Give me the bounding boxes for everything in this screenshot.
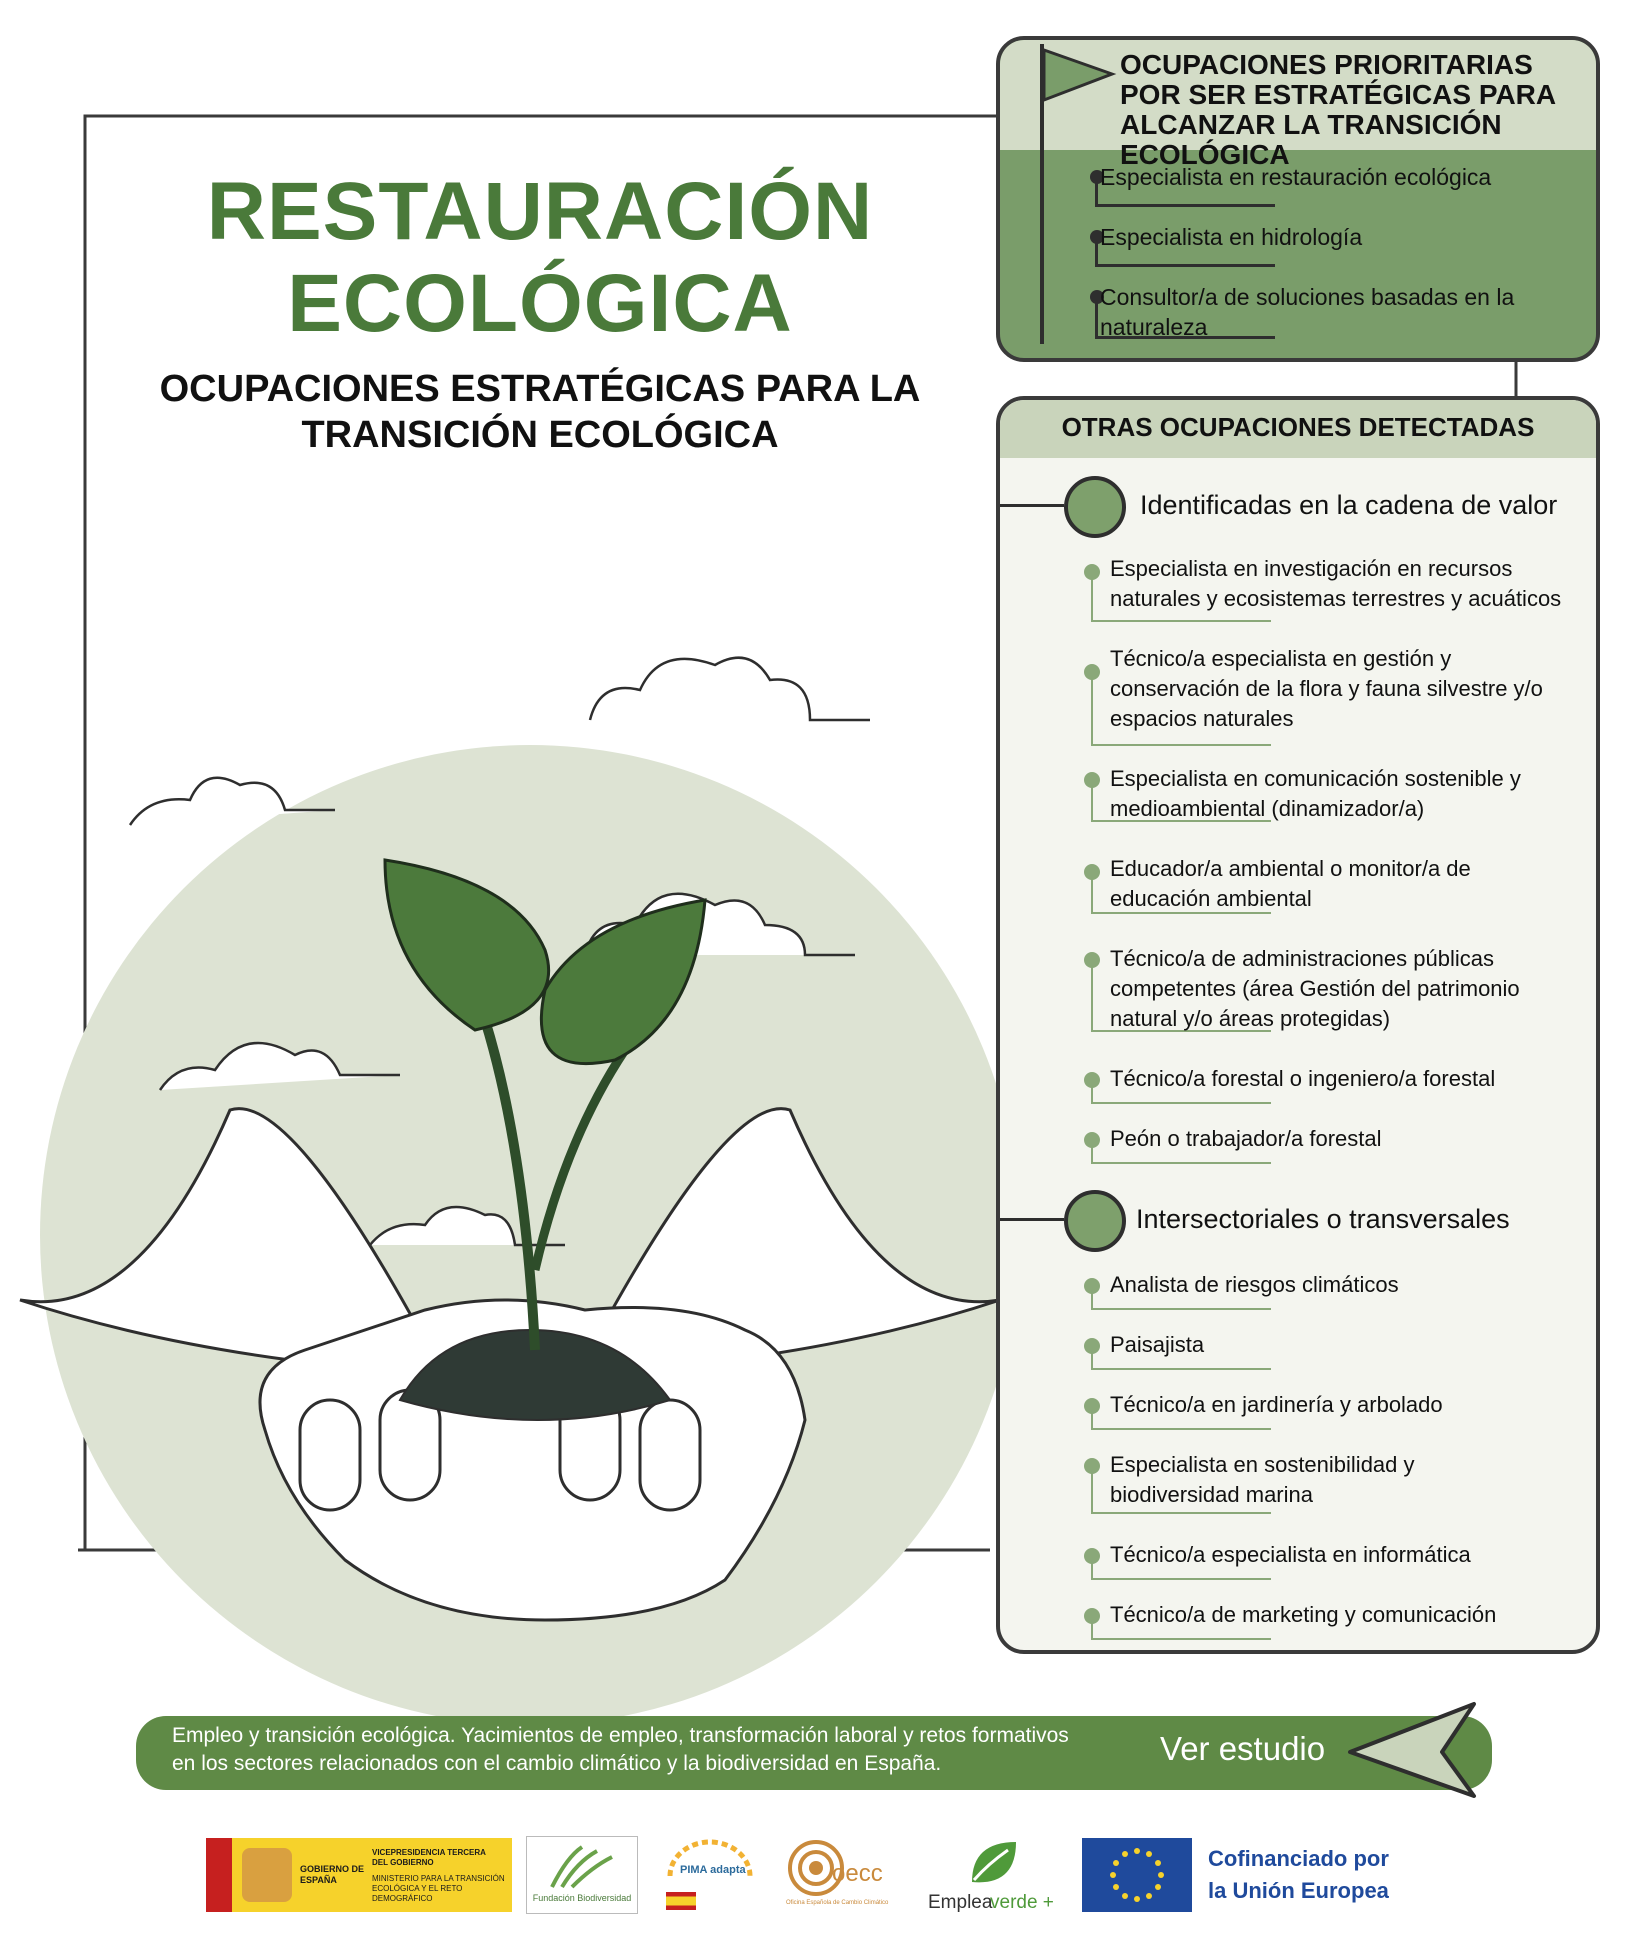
logo-empleaverde-text-a: Emplea xyxy=(928,1892,993,1913)
bullet-stem xyxy=(1091,872,1093,912)
view-study-link[interactable]: Ver estudio xyxy=(1160,1730,1326,1767)
bullet-underline xyxy=(1091,1162,1271,1164)
eu-cofinanced-line2: la Unión Europea xyxy=(1208,1878,1389,1903)
bullet-stem xyxy=(1091,960,1093,1030)
section-circle-icon xyxy=(1064,476,1126,538)
spain-coat-of-arms-icon xyxy=(242,1848,292,1902)
occupation-item: Peón o trabajador/a forestal xyxy=(1110,1126,1382,1151)
occupation-item: Técnico/a de administraciones públicas competentes (área Gestión del patrimonio natural y/o áreas protegidas) xyxy=(1110,946,1520,1031)
logo-eu xyxy=(1082,1838,1192,1912)
other-occupations-panel xyxy=(996,396,1600,1654)
spain-small-flag-icon xyxy=(666,1892,696,1910)
occupation-item: Técnico/a especialista en gestión y conservación de la flora y fauna silvestre y/o espacios naturales xyxy=(1110,646,1543,731)
occupation-item: Técnico/a especialista en informática xyxy=(1110,1542,1471,1567)
priority-item: Consultor/a de soluciones basadas en la naturaleza xyxy=(1100,284,1515,340)
finger xyxy=(300,1400,360,1510)
subtitle-line2: TRANSICIÓN ECOLÓGICA xyxy=(301,414,779,456)
other-heading: OTRAS OCUPACIONES DETECTADAS xyxy=(1061,412,1535,442)
study-banner-text: Empleo y transición ecológica. Yacimientos de empleo, transformación laboral y retos formativos en los sectores relacionados con el cambio climático y la biodiversidad en España. xyxy=(172,1724,1069,1775)
section-circle-icon xyxy=(1064,1190,1126,1252)
bullet-stem xyxy=(1091,780,1093,820)
bullet-stem xyxy=(1091,1466,1093,1512)
bullet-underline xyxy=(1091,1578,1271,1580)
finger xyxy=(640,1400,700,1510)
bullet-stem xyxy=(1091,1080,1093,1102)
bullet-stem xyxy=(1091,1616,1093,1638)
title-line2: ECOLÓGICA xyxy=(287,258,793,349)
bullet-underline xyxy=(1095,264,1275,267)
page-title xyxy=(140,166,940,350)
bullet-underline xyxy=(1091,1368,1271,1370)
bullet-underline xyxy=(1091,1308,1271,1310)
logo-gobierno-text: GOBIERNO DE ESPAÑA xyxy=(300,1864,365,1885)
spain-flag-icon xyxy=(206,1838,232,1912)
bullet-underline xyxy=(1091,1638,1271,1640)
logo-pima-adapta xyxy=(662,1838,758,1914)
bullet-underline xyxy=(1091,1512,1271,1514)
bullet-stem xyxy=(1091,1286,1093,1308)
logo-empleaverde-text-b: verde + xyxy=(990,1892,1054,1913)
section-connector xyxy=(1000,1218,1064,1221)
occupation-item: Analista de riesgos climáticos xyxy=(1110,1272,1399,1297)
bullet-underline xyxy=(1091,620,1271,622)
bullet-underline xyxy=(1091,1428,1271,1430)
bullet-stem xyxy=(1095,238,1098,266)
bullet-underline xyxy=(1095,204,1275,207)
bullet-stem xyxy=(1091,672,1093,744)
priority-heading: OCUPACIONES PRIORITARIAS POR SER ESTRATÉGICAS PARA ALCANZAR LA TRANSICIÓN ECOLÓGICA xyxy=(1120,49,1556,170)
bullet-stem xyxy=(1091,1406,1093,1428)
occupation-item: Técnico/a en jardinería y arbolado xyxy=(1110,1392,1443,1417)
bullet-underline xyxy=(1091,1102,1271,1104)
subtitle-line1: OCUPACIONES ESTRATÉGICAS PARA LA xyxy=(159,368,921,410)
grass-icon xyxy=(547,1843,617,1889)
arrow-left-icon[interactable] xyxy=(1346,1700,1486,1800)
occupation-item: Educador/a ambiental o monitor/a de educación ambiental xyxy=(1110,856,1471,911)
priority-panel xyxy=(996,36,1600,362)
logo-fundacion-text: Fundación Biodiversidad xyxy=(532,1893,632,1903)
occupation-item: Técnico/a forestal o ingeniero/a forestal xyxy=(1110,1066,1496,1091)
page-subtitle xyxy=(140,366,940,458)
bullet-underline xyxy=(1091,744,1271,746)
section-title-cross-sector: Intersectoriales o transversales xyxy=(1136,1204,1510,1234)
bullet-stem xyxy=(1095,298,1098,338)
occupation-item: Paisajista xyxy=(1110,1332,1205,1357)
logo-gobierno xyxy=(206,1838,512,1912)
bullet-stem xyxy=(1095,178,1098,206)
bullet-stem xyxy=(1091,1346,1093,1368)
leaf-icon xyxy=(968,1838,1018,1886)
logo-pima-text: PIMA adapta xyxy=(680,1864,746,1876)
eu-cofinanced-line1: Cofinanciado por xyxy=(1208,1846,1389,1871)
bullet-stem xyxy=(1091,572,1093,620)
section-title-value-chain: Identificadas en la cadena de valor xyxy=(1140,490,1558,520)
occupation-item: Técnico/a de marketing y comunicación xyxy=(1110,1602,1497,1627)
bullet-stem xyxy=(1091,1140,1093,1162)
occupation-item: Especialista en sostenibilidad y biodiversidad marina xyxy=(1110,1452,1415,1507)
logo-ministerio-text: MINISTERIO PARA LA TRANSICIÓN ECOLÓGICA Y EL RETO DEMOGRÁFICO xyxy=(372,1874,505,1903)
eu-stars-icon xyxy=(1107,1845,1167,1905)
occupation-item: Especialista en investigación en recursos naturales y ecosistemas terrestres y acuáticos xyxy=(1110,556,1562,611)
priority-item: Especialista en hidrología xyxy=(1100,224,1363,250)
logo-oecc xyxy=(786,1838,906,1914)
title-line1: RESTAURACIÓN xyxy=(206,166,874,257)
priority-item: Especialista en restauración ecológica xyxy=(1100,164,1492,190)
occupation-item: Especialista en comunicación sostenible y medioambiental (dinamizador/a) xyxy=(1110,766,1521,821)
logo-oecc-text: oecc xyxy=(832,1860,883,1887)
logo-oecc-subtext: Oficina Española de Cambio Climático xyxy=(786,1900,889,1906)
logo-vicepresidencia-text: VICEPRESIDENCIA TERCERA DEL GOBIERNO xyxy=(372,1848,486,1867)
section-connector xyxy=(1000,504,1064,507)
bullet-stem xyxy=(1091,1556,1093,1578)
logo-fundacion-biodiversidad xyxy=(526,1836,638,1914)
logo-empleaverde xyxy=(928,1838,1058,1918)
